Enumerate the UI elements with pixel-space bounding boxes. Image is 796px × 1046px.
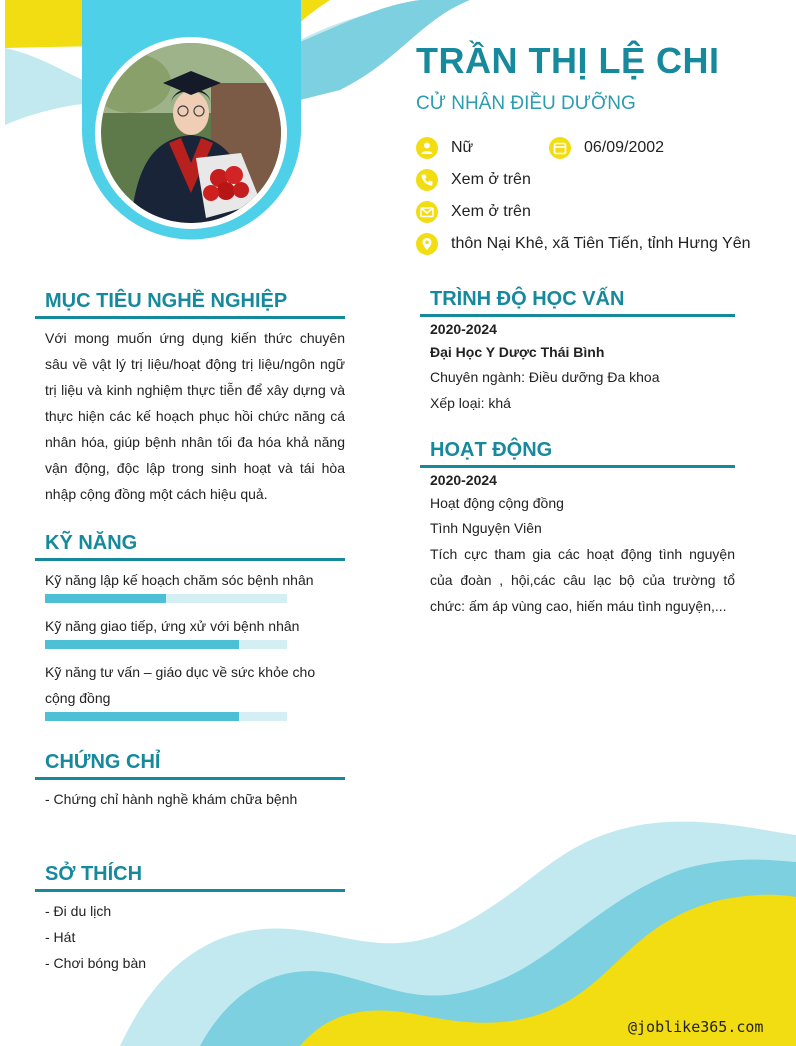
person-icon [416, 137, 438, 159]
activities-heading: HOẠT ĐỘNG [430, 439, 553, 461]
skill-label: Kỹ năng tư vấn – giáo dục về sức khỏe cho cộng đồng [45, 664, 316, 706]
skill-label: Kỹ năng lập kế hoạch chăm sóc bệnh nhân [45, 572, 314, 588]
address-row [416, 233, 751, 255]
activities-years: 2020-2024 [430, 472, 497, 488]
job-title: CỬ NHÂN ĐIỀU DƯỠNG [416, 93, 636, 114]
gender-value: Nữ [451, 139, 474, 156]
certificates-heading: CHỨNG CHỈ [45, 751, 161, 773]
email-value: Xem ở trên [451, 203, 531, 220]
education-rule [420, 314, 735, 317]
hobby-item: - Đi du lịch [45, 903, 112, 919]
education-heading: TRÌNH ĐỘ HỌC VẤN [430, 288, 625, 310]
skill-bar-track [45, 640, 287, 649]
certificates-rule [35, 777, 345, 780]
skill-bar-fill [45, 712, 239, 721]
objective-rule [35, 316, 345, 319]
education-years: 2020-2024 [430, 321, 497, 337]
calendar-icon [549, 137, 571, 159]
education-major: Chuyên ngành: Điều dưỡng Đa khoa [430, 369, 660, 385]
skills-heading: KỸ NĂNG [45, 532, 138, 554]
hobbies-rule [35, 889, 345, 892]
phone-value: Xem ở trên [451, 171, 531, 188]
skill-bar-track [45, 594, 287, 603]
envelope-icon [416, 201, 438, 223]
activities-role: Tình Nguyện Viên [430, 520, 542, 536]
skill-bar-track [45, 712, 287, 721]
gender-row [416, 137, 473, 159]
skill-bar-fill [45, 640, 239, 649]
objective-text: Với mong muốn ứng dụng kiến thức chuyên sâu về vật lý trị liệu/hoạt động trị liệu/ngôn ngữ trị liệu và kinh nghiệm thực tiễn để xây dựng và thực hiện các kế hoạch phục hồi chức năng cá nhân hóa, giúp bệnh nhân tối đa hóa khả năng vận động, độc lập trong sinh hoạt và tái hòa nhập cộng đồng một cách hiệu quả. [45, 330, 345, 502]
hobby-item: - Chơi bóng bàn [45, 955, 147, 971]
avatar [101, 43, 281, 223]
activities-rule [420, 465, 735, 468]
location-pin-icon [416, 233, 438, 255]
skills-rule [35, 558, 345, 561]
site-watermark: @joblike365.com [628, 1018, 764, 1036]
education-grade: Xếp loại: khá [430, 395, 511, 411]
hobbies-heading: SỞ THÍCH [45, 863, 143, 885]
address-value: thôn Nại Khê, xã Tiên Tiến, tỉnh Hưng Yên [451, 235, 751, 252]
objective-heading: MỤC TIÊU NGHỀ NGHIỆP [45, 290, 288, 312]
certificate-item: - Chứng chỉ hành nghề khám chữa bệnh [45, 791, 298, 807]
phone-row [416, 169, 531, 191]
skill-bar-fill [45, 594, 166, 603]
candidate-name: TRẦN THỊ LỆ CHI [416, 40, 720, 81]
phone-icon [416, 169, 438, 191]
birthday-row [549, 137, 664, 159]
birthday-value: 06/09/2002 [584, 139, 665, 156]
hobby-item: - Hát [45, 929, 76, 945]
skill-label: Kỹ năng giao tiếp, ứng xử với bệnh nhân [45, 618, 300, 634]
activities-description: Tích cực tham gia các hoạt động tình nguyện của đoàn , hội,các câu lạc bộ của trường tổ chức: ấm áp vùng cao, hiến máu tình nguyện,... [430, 546, 735, 614]
email-row [416, 201, 531, 223]
activities-type: Hoạt động cộng đồng [430, 495, 564, 511]
education-school: Đại Học Y Dược Thái Bình [430, 344, 605, 360]
